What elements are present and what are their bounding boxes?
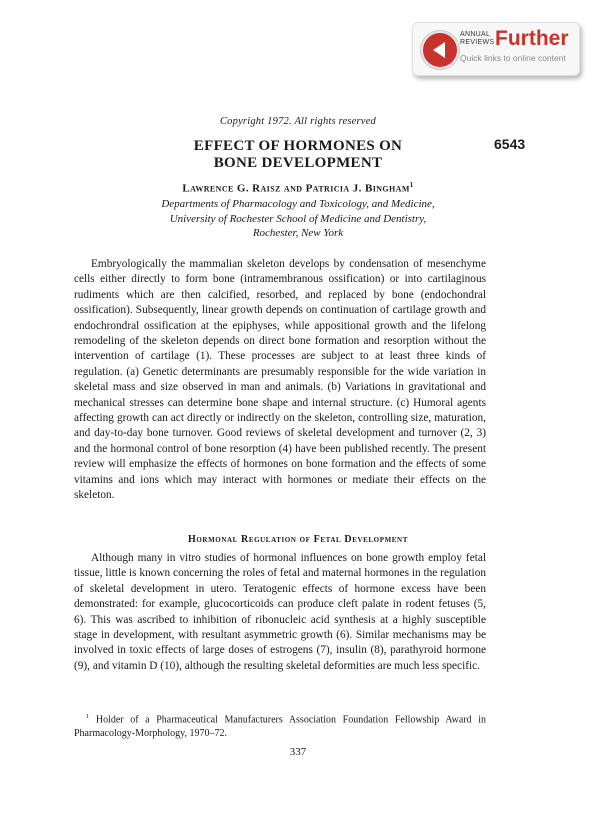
paragraph-intro: Embryologically the mammalian skeleton develops by condensation of mesenchyme cells either directly to form bone (intramembranous ossification) or into cartilaginous rudiments which are then calcified, resorbed, and replaced by bone (endochondral ossification). Subsequently, linear growth depends on continuation of cartilage growth and endochrondral ossification at the epiphyses, while appositional growth and the lifelong remodeling of the skeleton depends on direct bone formation and resorption without the intervention of cartilage (1). These processes are subject to at least three kinds of regulation. (a) Genetic determinants are presumably responsible for the wide variation in skeletal mass and size observed in man and animals. (b) Variations in gravitational and mechanical stresses can determine bone shape and internal structure. (c) Humoral agents affecting growth can act directly or indirectly on the skeleton, controlling size, maturation, and day-to-day bone turnover. Good reviews of skeletal development and turnover (2, 3) and the hormonal control of bone resorption (4) have been published recently. The present review will emphasize the effects of hormones on bone formation and the effects of some vitamins and ions which may interact with hormones or mediate their effects on the skeleton. bbox=[74, 258, 486, 502]
annual-reviews-logo bbox=[460, 31, 494, 47]
footnote-text: Holder of a Pharmaceutical Manufacturers Association Foundation Fellowship Award in Pharmacology-Morphology, 1970–72. bbox=[74, 714, 486, 739]
author-line bbox=[0, 181, 596, 195]
article-code: 6543 bbox=[494, 136, 526, 152]
title-line-2: BONE DEVELOPMENT bbox=[213, 155, 383, 171]
affiliation-line-2: University of Rochester School of Medicine and Dentistry, bbox=[169, 212, 427, 225]
paragraph-fetal: Although many in vitro studies of hormonal influences on bone growth employ fetal tissue, little is known concerning the roles of fetal and maternal hormones in the regulation of skeletal development in utero. Teratogenic effects of hormone excess have been demonstrated: for example, glucocorticoids can produce cleft palate in rodent fetuses (5, 6). This was ascribed to inhibition of ribonucleic acid synthesis at a highly susceptible stage in development, with resultant asymmetric growth (6). Similar mechanisms may be involved in toxic effects of large doses of estrogens (7), insulin (8), parathyroid hormone (9), and vitamin D (10), although the resulting skeletal deformities are much less specific. bbox=[74, 552, 486, 672]
affiliation-line-1: Departments of Pharmacology and Toxicology, and Medicine, bbox=[161, 198, 435, 210]
authors-names: Lawrence G. Raisz and Patricia J. Bingham bbox=[182, 182, 410, 195]
page-number: 337 bbox=[289, 746, 307, 758]
affiliation-line-3: Rochester, New York bbox=[252, 227, 344, 239]
intro-section bbox=[74, 257, 486, 504]
copyright-notice: Copyright 1972. All rights reserved bbox=[219, 116, 377, 127]
section-heading: Hormonal Regulation of Fetal Development bbox=[188, 534, 408, 545]
brand-line-annual: ANNUAL bbox=[460, 31, 491, 38]
footnote-mark: 1 bbox=[86, 713, 90, 720]
title-line-1: EFFECT OF HORMONES ON bbox=[193, 138, 403, 154]
back-arrow-icon[interactable] bbox=[421, 31, 459, 69]
footnote bbox=[74, 710, 486, 740]
banner-tagline[interactable]: Quick links to online content bbox=[460, 53, 566, 63]
brand-further: Further bbox=[495, 27, 569, 50]
affiliation bbox=[0, 197, 596, 241]
author-footnote-mark[interactable]: 1 bbox=[409, 181, 414, 189]
further-banner[interactable] bbox=[412, 22, 580, 76]
brand-line-reviews: REVIEWS bbox=[460, 39, 495, 46]
fetal-development-section bbox=[74, 551, 486, 674]
